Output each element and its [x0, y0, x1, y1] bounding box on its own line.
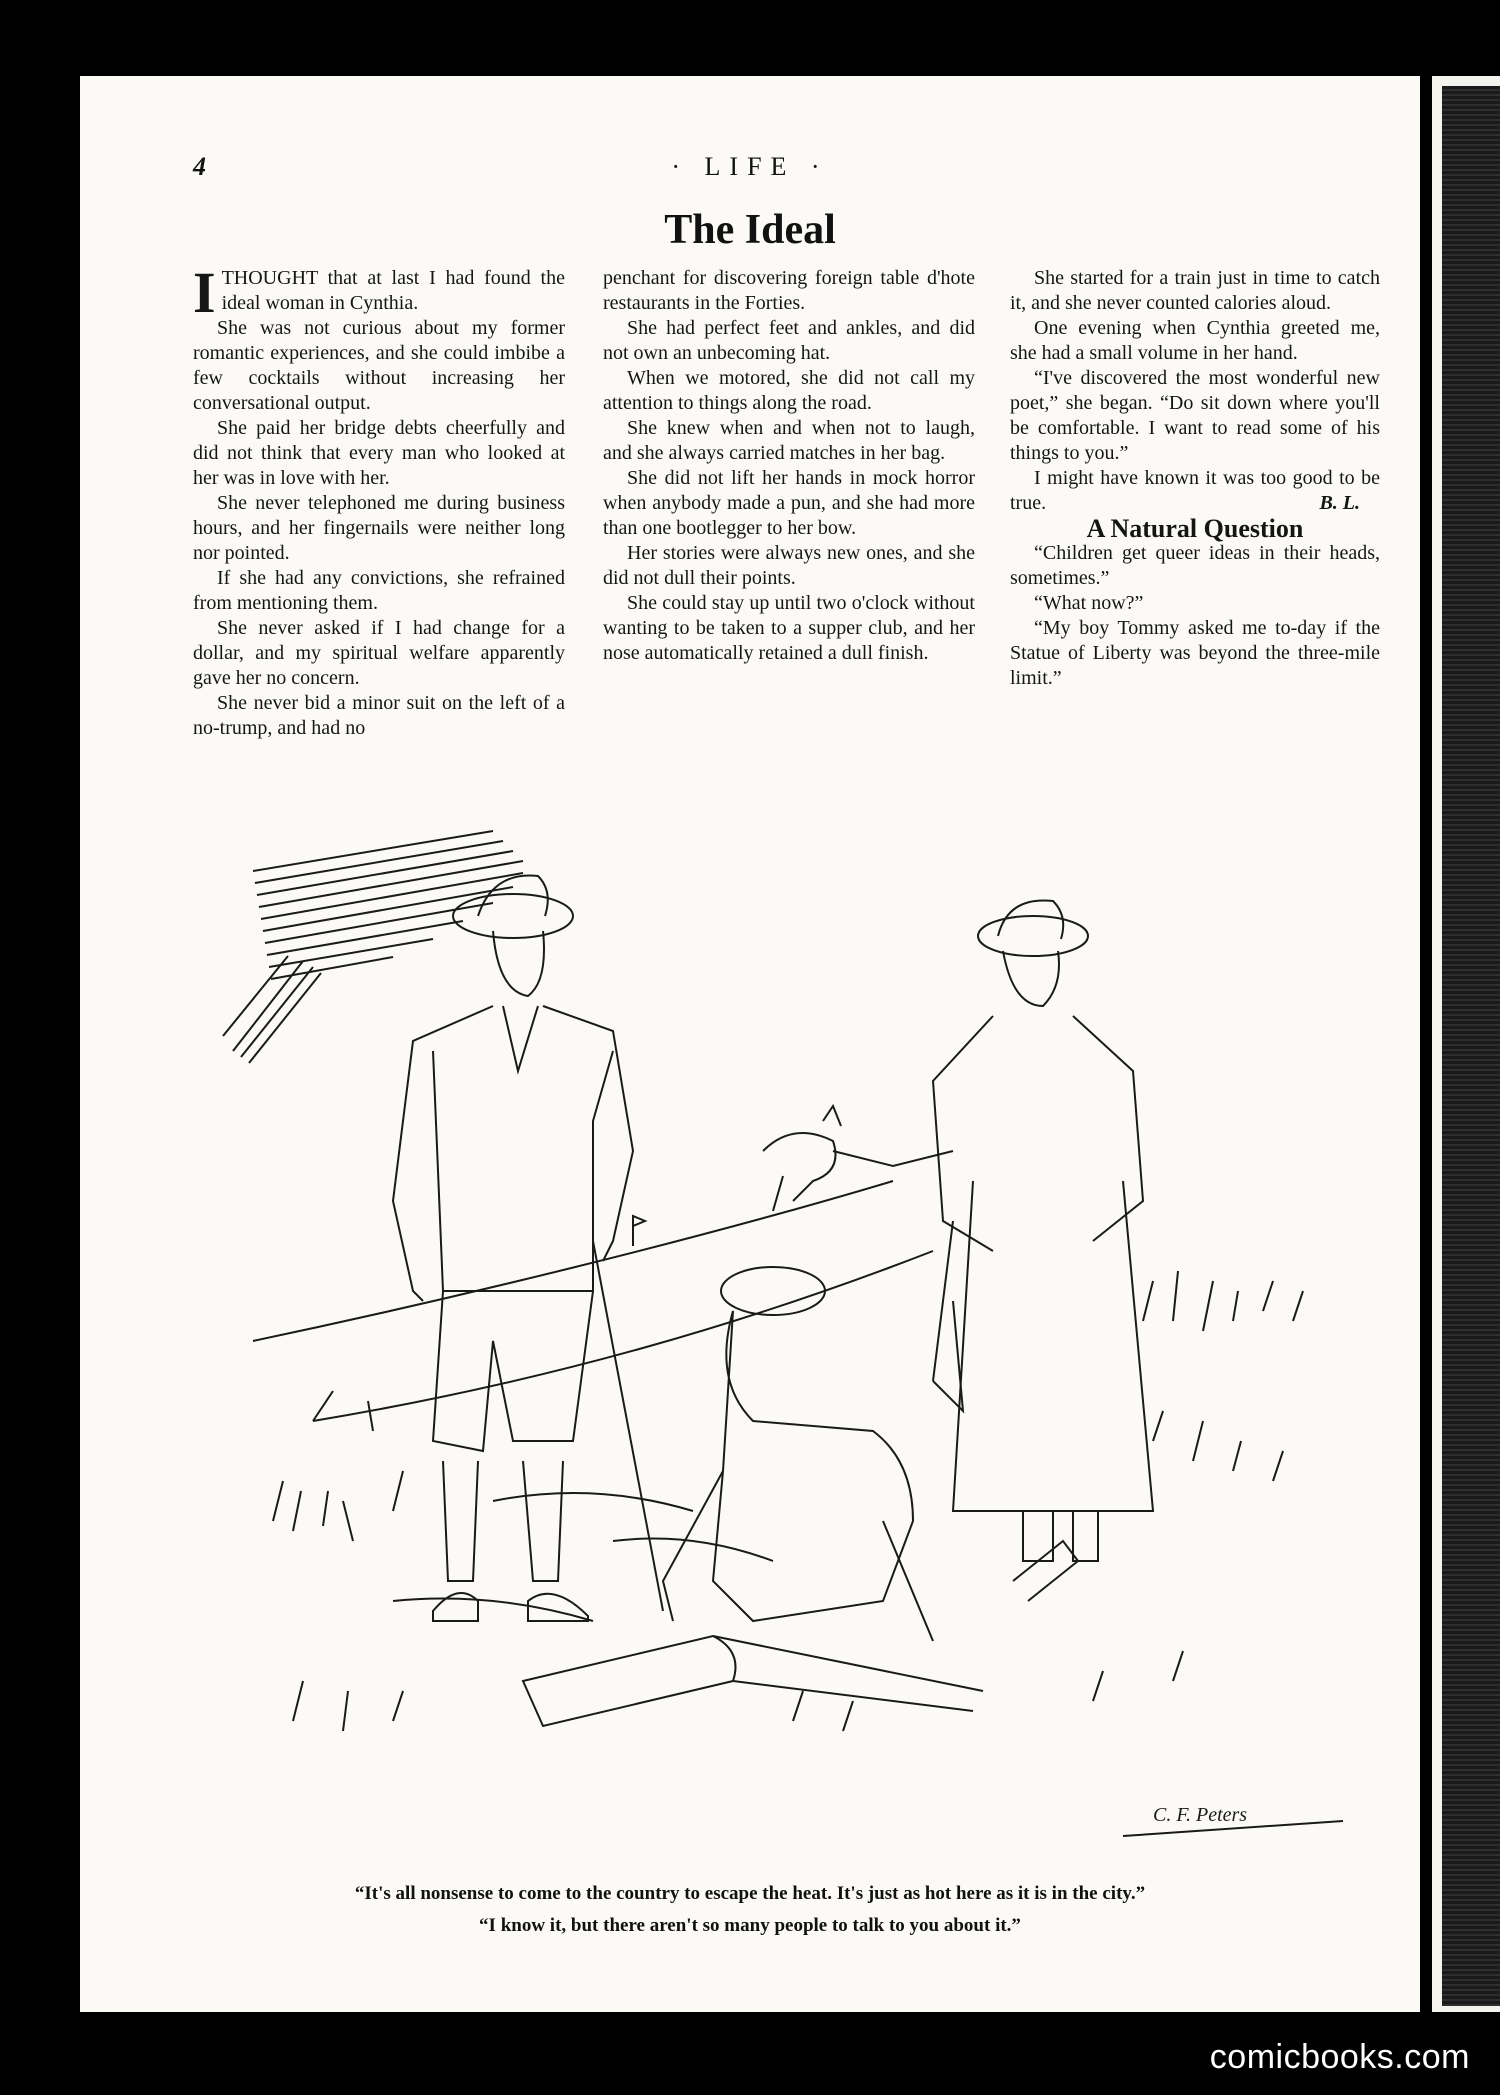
- article-paragraph: Her stories were always new ones, and she did not dull their points.: [603, 542, 975, 589]
- article-paragraph: “I've discovered the most wonderful new poet,” she began. “Do sit down where you'll be comfortable. I want to read some of his things to you.”: [1010, 367, 1380, 464]
- article-column-1: [193, 260, 565, 741]
- page-number: 4: [193, 152, 206, 181]
- article-paragraph: When we motored, she did not call my attention to things along the road.: [603, 367, 975, 414]
- article-paragraph: penchant for discovering foreign table d'hote restaurants in the Forties.: [603, 267, 975, 314]
- article-paragraph: She did not lift her hands in mock horror when anybody made a pun, and she had more than one bootlegger to her bow.: [603, 467, 975, 539]
- author-initials: B. L.: [1319, 492, 1360, 514]
- article-column-3: [1010, 266, 1380, 691]
- drop-cap: I: [193, 260, 216, 325]
- grass: [273, 1271, 1303, 1731]
- caption-line: “I know it, but there aren't so many people to talk to you about it.”: [479, 1915, 1021, 1936]
- article-paragraph: I might have known it was too good to be true.: [1010, 467, 1380, 514]
- article-paragraph: She was not curious about my former romantic experiences, and she could imbibe a few cocktails without increasing her conversational output.: [193, 317, 565, 414]
- running-head: · LIFE ·: [671, 152, 829, 181]
- article-paragraph: If she had any convictions, she refrained from mentioning them.: [193, 567, 565, 614]
- standing-man: [393, 876, 663, 1622]
- golf-course-cartoon: [193, 821, 1373, 1861]
- article-paragraph: ITHOUGHT that at last I had found the ideal woman in Cynthia.: [193, 260, 565, 325]
- article-paragraph: She never bid a minor suit on the left of a no-trump, and had no: [193, 692, 565, 739]
- site-watermark: comicbooks.com: [1209, 2038, 1470, 2076]
- standing-woman: [933, 900, 1153, 1561]
- article-paragraph: One evening when Cynthia greeted me, she had a small volume in her hand.: [1010, 317, 1380, 364]
- article-title: The Ideal: [664, 207, 836, 253]
- article-paragraph: She had perfect feet and ankles, and did not own an unbecoming hat.: [603, 317, 975, 364]
- second-piece-paragraph: “Children get queer ideas in their heads, sometimes.”: [1010, 542, 1380, 589]
- article-paragraph: She never asked if I had change for a dollar, and my spiritual welfare apparently gave her no concern.: [193, 617, 565, 689]
- sky-hatching: [223, 831, 523, 1063]
- adjacent-page-edge: [1432, 76, 1500, 2012]
- second-piece-paragraph: “My boy Tommy asked me to-day if the Statue of Liberty was beyond the three-mile limit.”: [1010, 617, 1380, 689]
- cartoon-caption: [80, 1878, 1420, 1942]
- second-piece-title: A Natural Question: [1086, 514, 1304, 543]
- article-paragraph: She never telephoned me during business hours, and her fingernails were neither long nor pointed.: [193, 492, 565, 564]
- crouching-golfer: [663, 1267, 933, 1641]
- article-paragraph: She paid her bridge debts cheerfully and did not think that every man who looked at her was in love with her.: [193, 417, 565, 489]
- caption-line: “It's all nonsense to come to the country to escape the heat. It's just as hot here as it is in the city.”: [354, 1883, 1146, 1904]
- article-column-2: [603, 266, 975, 666]
- article-paragraph: She could stay up until two o'clock without wanting to be taken to a supper club, and her nose automatically retained a dull finish.: [603, 592, 975, 664]
- magazine-page: [80, 76, 1420, 2012]
- article-paragraph: She knew when and when not to laugh, and she always carried matches in her bag.: [603, 417, 975, 464]
- fairway: [253, 1151, 953, 1421]
- artist-signature: C. F. Peters: [1153, 1804, 1248, 1826]
- small-dog: [763, 1106, 841, 1211]
- second-piece-paragraph: “What now?”: [1034, 592, 1144, 614]
- article-paragraph: She started for a train just in time to catch it, and she never counted calories aloud.: [1010, 267, 1380, 314]
